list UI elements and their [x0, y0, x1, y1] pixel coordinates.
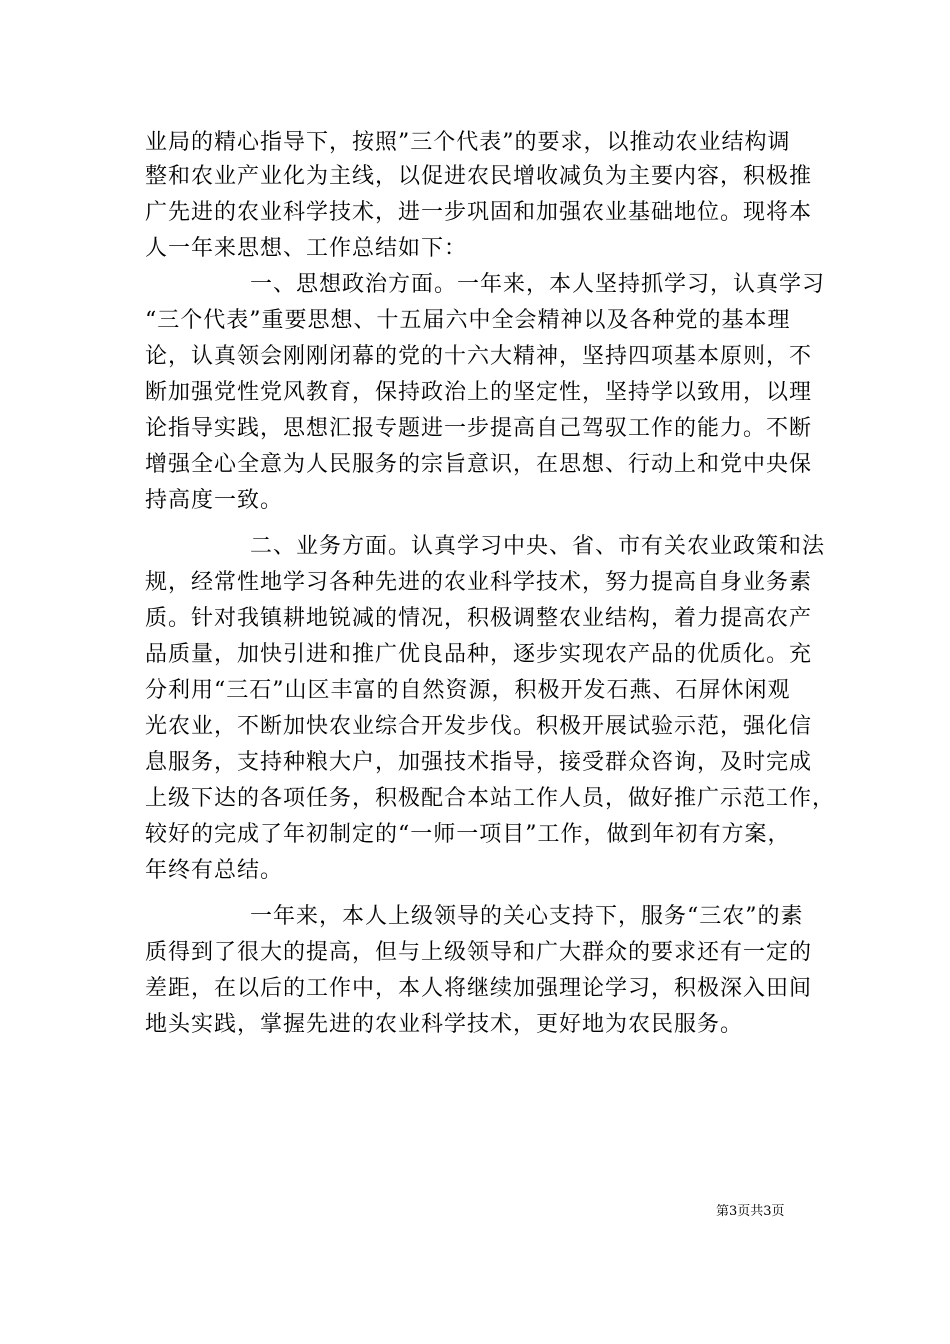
text-line: 人一年来思想、工作总结如下： — [145, 236, 468, 261]
text-line: 论指导实践，思想汇报专题进一步提高自己驾驭工作的能力。不断 — [145, 416, 813, 441]
paragraph-start-line: 一、思想政治方面。一年来，本人坚持抓学习，认真学习 — [250, 272, 826, 297]
text-line: 分利用“三石”山区丰富的自然资源，积极开发石燕、石屏休闲观 — [145, 678, 791, 703]
paragraph-start-line: 一年来，本人上级领导的关心支持下，服务“三农”的素 — [250, 904, 804, 929]
text-line: 业局的精心指导下，按照”三个代表”的要求，以推动农业结构调 — [145, 130, 791, 155]
page-number: 第3页共3页 — [716, 1204, 785, 1219]
text-line: 质。针对我镇耕地锐减的情况，积极调整农业结构，着力提高农产 — [145, 606, 813, 631]
text-line: 持高度一致。 — [145, 488, 284, 513]
text-line: 上级下达的各项任务，积极配合本站工作人员，做好推广示范工作， — [145, 786, 836, 811]
text-line: 整和农业产业化为主线，以促进农民增收减负为主要内容，积极推 — [145, 164, 813, 189]
text-line: 年终有总结。 — [145, 858, 284, 883]
text-line: 广先进的农业科学技术，进一步巩固和加强农业基础地位。现将本 — [145, 200, 813, 225]
text-line: “三个代表”重要思想、十五届六中全会精神以及各种党的基本理 — [145, 308, 791, 333]
text-line: 较好的完成了年初制定的“一师一项目”工作，做到年初有方案， — [145, 822, 791, 847]
text-line: 差距，在以后的工作中，本人将继续加强理论学习，积极深入田间 — [145, 976, 813, 1001]
paragraph-start-line: 二、业务方面。认真学习中央、省、市有关农业政策和法 — [250, 534, 826, 559]
text-line: 息服务，支持种粮大户，加强技术指导，接受群众咨询，及时完成 — [145, 750, 813, 775]
text-line: 论，认真领会刚刚闭幕的党的十六大精神，坚持四项基本原则，不 — [145, 344, 813, 369]
text-line: 地头实践，掌握先进的农业科学技术，更好地为农民服务。 — [145, 1012, 744, 1037]
text-line: 断加强党性党风教育，保持政治上的坚定性，坚持学以致用，以理 — [145, 380, 813, 405]
text-line: 增强全心全意为人民服务的宗旨意识，在思想、行动上和党中央保 — [145, 452, 813, 477]
text-line: 品质量，加快引进和推广优良品种，逐步实现农产品的优质化。充 — [145, 642, 813, 667]
text-line: 规，经常性地学习各种先进的农业科学技术，努力提高自身业务素 — [145, 570, 813, 595]
text-line: 光农业，不断加快农业综合开发步伐。积极开展试验示范，强化信 — [145, 714, 813, 739]
text-line: 质得到了很大的提高，但与上级领导和广大群众的要求还有一定的 — [145, 940, 813, 965]
